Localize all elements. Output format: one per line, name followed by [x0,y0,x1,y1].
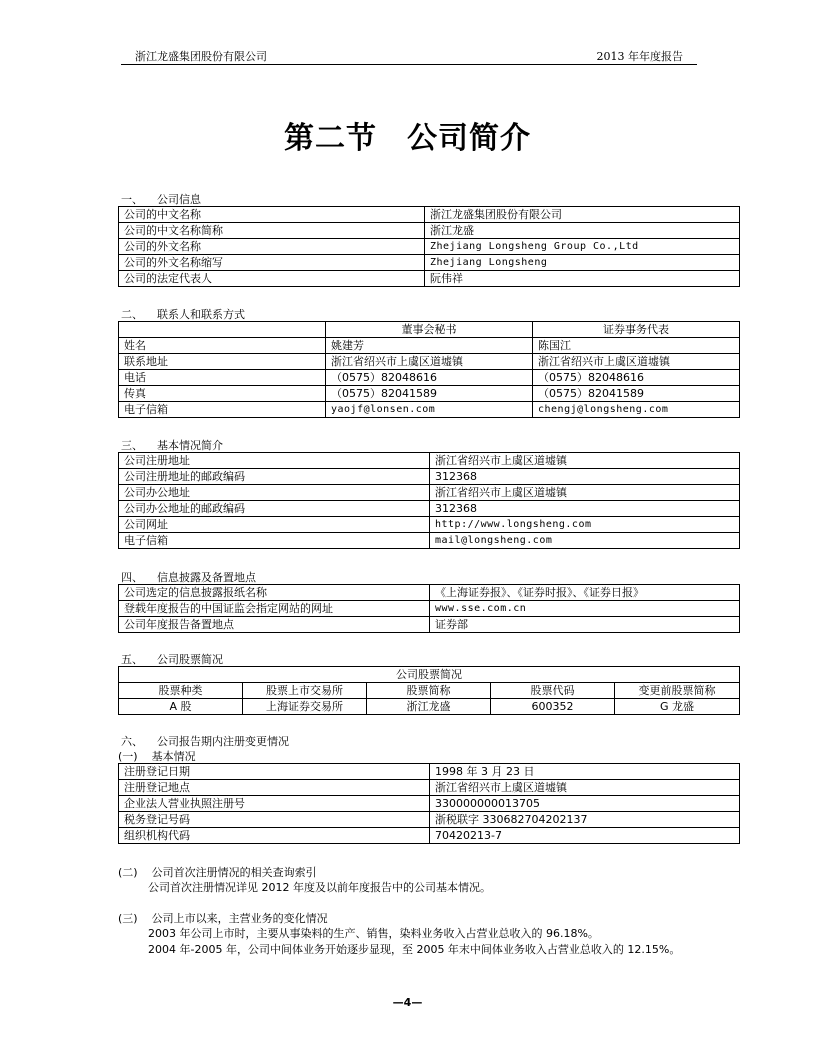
table-value-cell: （0575）82048616 [326,370,533,386]
table-row [119,764,740,780]
table-label-cell: 公司的中文名称简称 [119,223,425,239]
contact-table [118,321,740,418]
table-row [119,485,740,501]
table-value-cell: 浙江省绍兴市上虞区道墟镇 [430,453,740,469]
disclosure-table [118,584,740,633]
table-value-cell: 330000000013705 [430,796,740,812]
table-value-cell: 浙江省绍兴市上虞区道墟镇 [533,354,740,370]
table-row [119,255,740,271]
table-label-cell: 联系地址 [119,354,326,370]
table-row [119,517,740,533]
header-report: 2013 年年度报告 [596,50,683,63]
table-row [119,402,740,418]
table-value-cell: 姚建芳 [326,338,533,354]
table-row [119,683,740,699]
company-info-table [118,206,740,287]
section-5-heading: 五、 公司股票简况 [121,653,223,666]
table-label-cell: 组织机构代码 [119,828,430,844]
table-value-cell: chengj@longsheng.com [533,402,740,418]
table-row [119,812,740,828]
table-label-cell: 税务登记号码 [119,812,430,828]
table-row [119,370,740,386]
registration-table [118,763,740,844]
table-row [119,533,740,549]
section-6-heading: 六、 公司报告期内注册变更情况 [121,735,289,748]
table-label-cell: 企业法人营业执照注册号 [119,796,430,812]
table-row [119,469,740,485]
table-value-cell: 浙江省绍兴市上虞区道墟镇 [430,780,740,796]
table-label-cell: 公司的法定代表人 [119,271,425,287]
table-value-cell: 浙税联字 330682704202137 [430,812,740,828]
table-row [119,796,740,812]
page-title [0,113,815,157]
table-label-cell: 公司年度报告备置地点 [119,617,430,633]
table-label-cell: 登载年度报告的中国证监会指定网站的网址 [119,601,430,617]
table-cell: 600352 [491,699,615,715]
table-row [119,271,740,287]
table-value-cell: 浙江省绍兴市上虞区道墟镇 [326,354,533,370]
subsection-3-line2: 2004 年-2005 年，公司中间体业务开始逐步显现，至 2005 年末中间体业务收入占营业总收入的 12.15%。 [148,943,681,956]
table-label-cell: 传真 [119,386,326,402]
table-cell: 股票种类 [119,683,243,699]
subsection-1-heading: (一) 基本情况 [118,750,196,763]
table-label-cell: 公司的外文名称 [119,239,425,255]
table-label-cell: 公司注册地址 [119,453,430,469]
table-value-cell: Zhejiang Longsheng Group Co.,Ltd [425,239,740,255]
table-value-cell: http://www.longsheng.com [430,517,740,533]
subsection-2-heading: (二) 公司首次注册情况的相关查询索引 [118,866,317,879]
table-label-cell: 公司选定的信息披露报纸名称 [119,585,430,601]
header-company: 浙江龙盛集团股份有限公司 [135,50,267,63]
table-row [119,338,740,354]
section-1-heading: 一、 公司信息 [121,193,201,206]
page-number: —4— [392,996,423,1009]
title-part2: 公司简介 [407,121,531,156]
table-row [119,699,740,715]
table-value-cell: 证券部 [430,617,740,633]
table-value-cell: Zhejiang Longsheng [425,255,740,271]
table-label-cell: 电子信箱 [119,533,430,549]
table-header-cell: 证券事务代表 [533,322,740,338]
table-value-cell: 《上海证券报》、《证券时报》、《证券日报》 [430,585,740,601]
table-value-cell: mail@longsheng.com [430,533,740,549]
table-label-cell: 公司网址 [119,517,430,533]
table-value-cell: 浙江省绍兴市上虞区道墟镇 [430,485,740,501]
table-row [119,386,740,402]
table-label-cell: 电子信箱 [119,402,326,418]
stock-table [118,666,740,715]
table-value-cell: 312368 [430,501,740,517]
table-value-cell: 浙江龙盛集团股份有限公司 [425,207,740,223]
table-row [119,239,740,255]
table-cell: 上海证券交易所 [243,699,367,715]
table-title-cell: 公司股票简况 [119,667,740,683]
table-cell: 股票代码 [491,683,615,699]
table-value-cell: 阮伟祥 [425,271,740,287]
table-row [119,667,740,683]
subsection-3-line1: 2003 年公司上市时，主要从事染料的生产、销售，染料业务收入占营业总收入的 96.18%。 [148,927,599,940]
basic-info-table [118,452,740,549]
table-value-cell: （0575）82041589 [326,386,533,402]
table-cell: G 龙盛 [615,699,740,715]
table-label-cell: 注册登记日期 [119,764,430,780]
table-value-cell: 70420213-7 [430,828,740,844]
table-value-cell: （0575）82041589 [533,386,740,402]
table-row [119,354,740,370]
table-row [119,617,740,633]
table-value-cell: 陈国江 [533,338,740,354]
table-cell: A 股 [119,699,243,715]
table-row [119,501,740,517]
table-row [119,453,740,469]
section-4-heading: 四、 信息披露及备置地点 [121,571,256,584]
table-cell: 股票上市交易所 [243,683,367,699]
table-cell: 浙江龙盛 [367,699,491,715]
table-label-cell: 电话 [119,370,326,386]
table-label-cell: 公司办公地址 [119,485,430,501]
table-row [119,601,740,617]
table-label-cell: 注册登记地点 [119,780,430,796]
subsection-2-text: 公司首次注册情况详见 2012 年度及以前年度报告中的公司基本情况。 [148,881,491,894]
table-row [119,322,740,338]
subsection-3-heading: (三) 公司上市以来，主营业务的变化情况 [118,912,328,925]
table-cell [119,322,326,338]
table-label-cell: 公司的外文名称缩写 [119,255,425,271]
table-cell: 变更前股票简称 [615,683,740,699]
table-value-cell: yaojf@lonsen.com [326,402,533,418]
table-label-cell: 姓名 [119,338,326,354]
table-cell: 股票简称 [367,683,491,699]
table-value-cell: 312368 [430,469,740,485]
title-part1: 第二节 [284,121,377,156]
table-label-cell: 公司注册地址的邮政编码 [119,469,430,485]
table-row [119,585,740,601]
table-row [119,780,740,796]
table-value-cell: （0575）82048616 [533,370,740,386]
table-value-cell: 浙江龙盛 [425,223,740,239]
page-header [121,48,697,65]
table-row [119,828,740,844]
table-row [119,207,740,223]
table-value-cell: 1998 年 3 月 23 日 [430,764,740,780]
table-value-cell: www.sse.com.cn [430,601,740,617]
section-2-heading: 二、 联系人和联系方式 [121,308,245,321]
table-label-cell: 公司的中文名称 [119,207,425,223]
table-label-cell: 公司办公地址的邮政编码 [119,501,430,517]
table-header-cell: 董事会秘书 [326,322,533,338]
table-row [119,223,740,239]
section-3-heading: 三、 基本情况简介 [121,439,223,452]
